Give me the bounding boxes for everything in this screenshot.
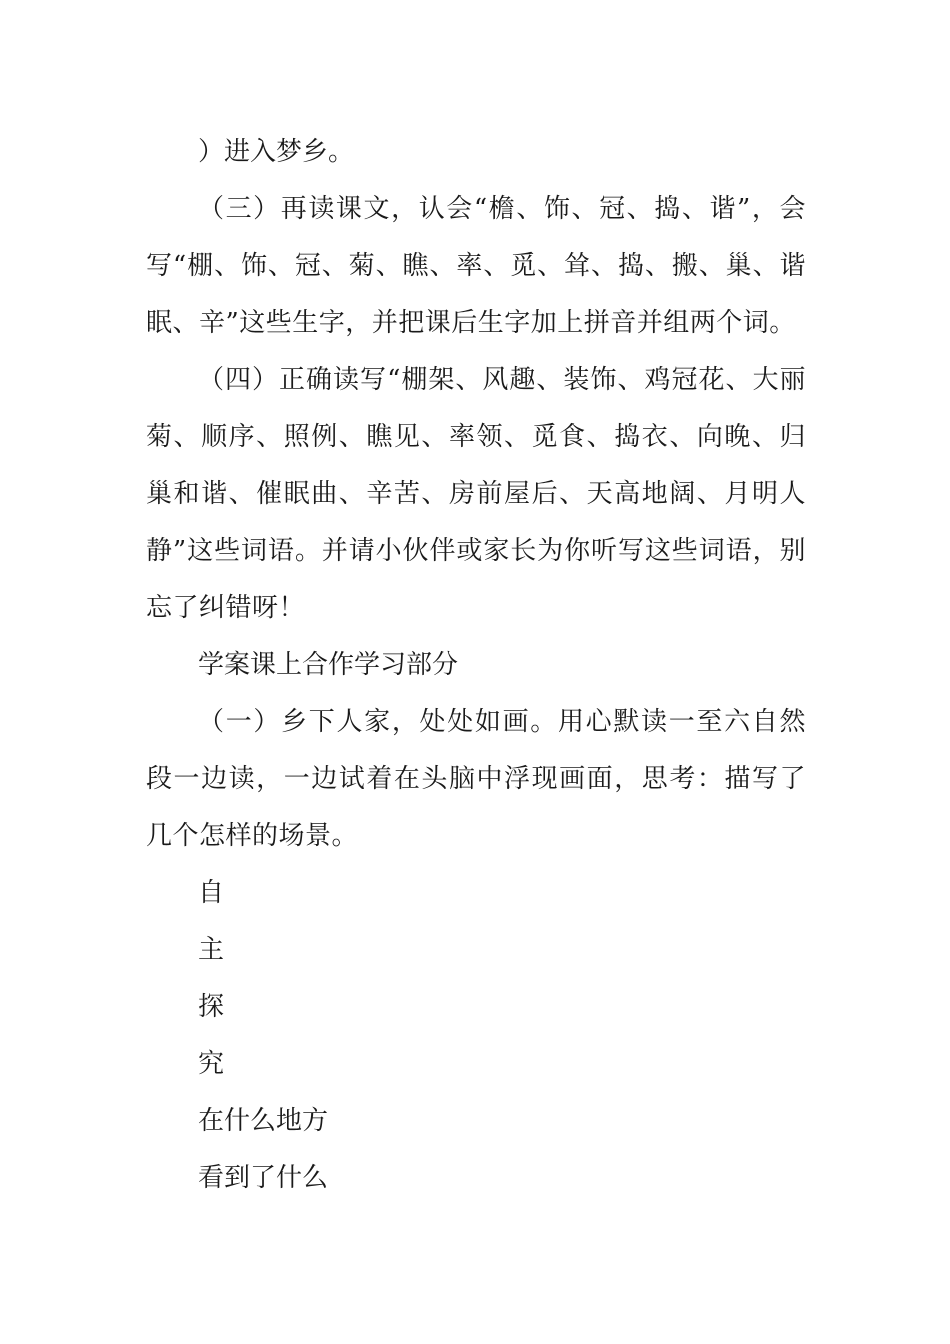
section-heading-class-cooperation: 学案课上合作学习部分: [198, 650, 459, 680]
paragraph-section-three: （三）再读课文，认会“檐、饰、冠、捣、谐”，会写“棚、饰、冠、菊、瞧、率、觅、耸、捣、搬、巢、谐眠、辛”这些生字，并把课后生字加上拼音并组两个词。: [146, 194, 806, 338]
vertical-label-char-4: 究: [198, 1049, 225, 1079]
paragraph-continuation: ）进入梦乡。: [198, 137, 355, 167]
vertical-label-char-2: 主: [198, 935, 225, 965]
table-header-observation: 看到了什么: [198, 1163, 329, 1193]
paragraph-section-four: （四）正确读写“棚架、风趣、装饰、鸡冠花、大丽菊、顺序、照例、瞧见、率领、觅食、捣衣、向晚、归巢和谐、催眠曲、辛苦、房前屋后、天高地阔、月明人静”这些词语。并请小伙伴或家长为你听写这些词语，别忘了纠错呀！: [146, 365, 806, 623]
vertical-label-char-1: 自: [198, 878, 225, 908]
vertical-label-char-3: 探: [198, 992, 225, 1022]
paragraph-section-one: （一）乡下人家，处处如画。用心默读一至六自然段一边读，一边试着在头脑中浮现画面，思考：描写了几个怎样的场景。: [146, 707, 806, 851]
document-body: [146, 124, 806, 1207]
table-header-location: 在什么地方: [198, 1106, 329, 1136]
